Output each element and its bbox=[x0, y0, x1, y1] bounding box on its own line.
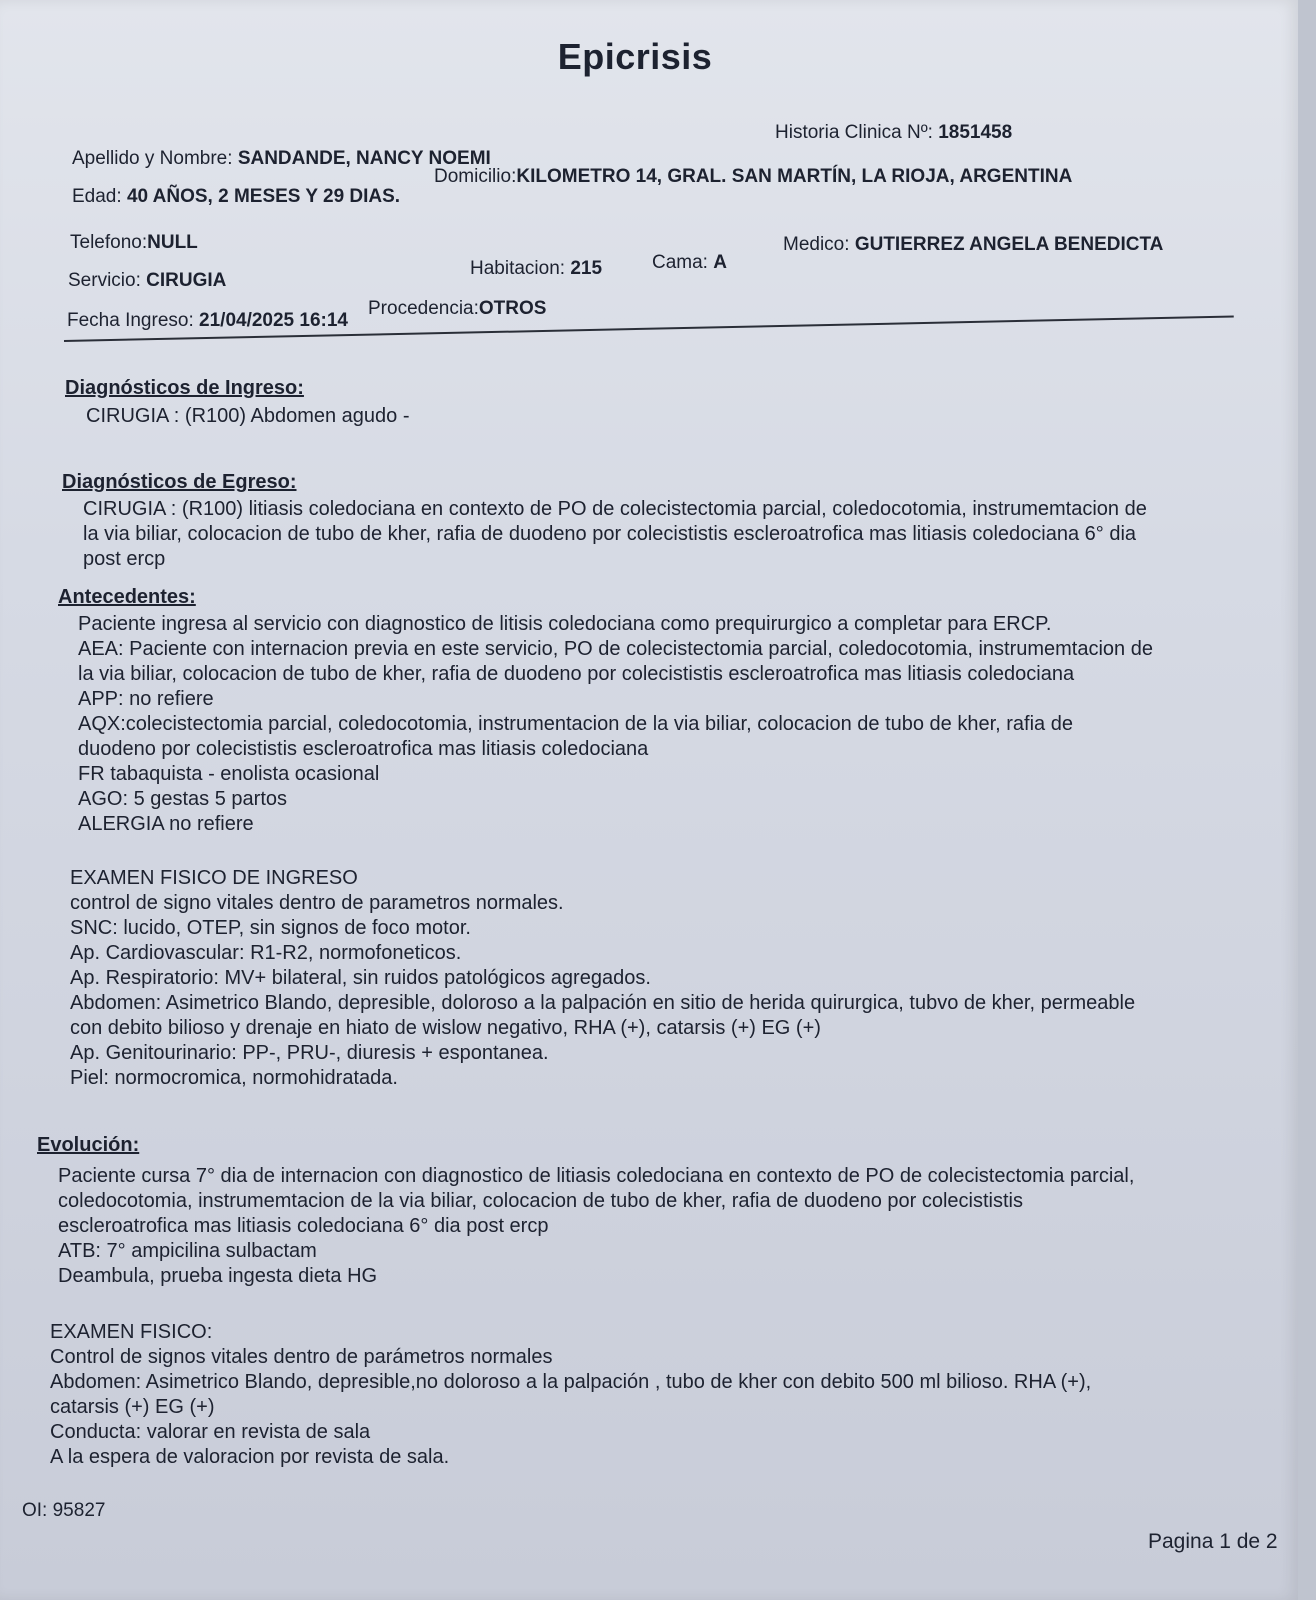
diag-ingreso-title: Diagnósticos de Ingreso: bbox=[65, 377, 304, 399]
nombre-value: SANDANDE, NANCY NOEMI bbox=[237, 148, 491, 169]
antecedentes-line: AQX:colecistectomia parcial, coledocotomia, instrumentacion de la via biliar, colocacion de tubo de kher, rafia de bbox=[78, 713, 1073, 735]
antecedentes-line: FR tabaquista - enolista ocasional bbox=[78, 763, 380, 785]
evolucion-line: Deambula, prueba ingesta dieta HG bbox=[58, 1265, 378, 1287]
medico-value: GUTIERREZ ANGELA BENEDICTA bbox=[854, 234, 1164, 255]
evolucion-line: Paciente cursa 7° dia de internacion con diagnostico de litiasis coledociana en contexto de PO de colecistectomia parcial, bbox=[58, 1165, 1135, 1187]
evolucion-line: escleroatrofica mas litiasis coledociana 6° dia post ercp bbox=[58, 1215, 549, 1237]
procedencia-value: OTROS bbox=[478, 298, 547, 319]
antecedentes-line: AEA: Paciente con internacion previa en este servicio, PO de colecistectomia parcial, coledocotomia, instrumemtacion de bbox=[78, 638, 1153, 660]
antecedentes-line: duodeno por colecististis escleroatrofica mas litiasis coledociana bbox=[78, 738, 649, 760]
evolucion-line: ATB: 7° ampicilina sulbactam bbox=[58, 1240, 317, 1262]
telefono-field bbox=[70, 232, 198, 254]
diag-egreso-line: la via biliar, colocacion de tubo de kher, rafia de duodeno por colecististis escleroatrofica mas litiasis coledociana 6° dia bbox=[83, 523, 1137, 545]
examen-fisico-body bbox=[50, 1320, 1091, 1470]
diag-egreso-line: CIRUGIA : (R100) litiasis coledociana en contexto de PO de colecistectomia parcial, coledocotomia, instrumemtacion de bbox=[83, 498, 1147, 520]
medico-field bbox=[783, 234, 1163, 256]
examen-ingreso-line: Piel: normocromica, normohidratada. bbox=[70, 1067, 398, 1089]
document-title: Epicrisis bbox=[557, 36, 713, 77]
ingreso-field bbox=[67, 310, 348, 332]
domicilio-value: KILOMETRO 14, GRAL. SAN MARTÍN, LA RIOJA, ARGENTINA bbox=[516, 166, 1073, 187]
examen-fisico-line: Conducta: valorar en revista de sala bbox=[50, 1421, 371, 1443]
nombre-field bbox=[72, 148, 491, 170]
habitacion-label: Habitacion: bbox=[470, 258, 566, 279]
procedencia-field bbox=[368, 298, 546, 320]
examen-fisico-line: catarsis (+) EG (+) bbox=[50, 1396, 215, 1418]
oi-number: OI: 95827 bbox=[22, 1500, 106, 1521]
ingreso-label: Fecha Ingreso: bbox=[67, 310, 194, 331]
antecedentes-line: ALERGIA no refiere bbox=[78, 813, 254, 835]
antecedentes-body bbox=[78, 612, 1153, 837]
page-edge bbox=[1298, 0, 1316, 1600]
examen-ingreso-line: control de signo vitales dentro de parametros normales. bbox=[70, 892, 564, 914]
historia-clinica-label: Historia Clinica Nº: bbox=[775, 122, 933, 143]
cama-label: Cama: bbox=[652, 252, 708, 273]
historia-clinica-field bbox=[775, 122, 1012, 144]
servicio-label: Servicio: bbox=[68, 270, 141, 291]
examen-ingreso-line: EXAMEN FISICO DE INGRESO bbox=[70, 867, 358, 889]
diag-ingreso-line: CIRUGIA : (R100) Abdomen agudo - bbox=[86, 405, 410, 427]
antecedentes-line: APP: no refiere bbox=[78, 688, 214, 710]
historia-clinica-value: 1851458 bbox=[938, 122, 1013, 143]
ingreso-value: 21/04/2025 16:14 bbox=[199, 310, 348, 331]
examen-ingreso-line: SNC: lucido, OTEP, sin signos de foco motor. bbox=[70, 917, 471, 939]
examen-ingreso-body bbox=[70, 866, 1135, 1091]
medico-label: Medico: bbox=[783, 234, 850, 255]
procedencia-label: Procedencia: bbox=[368, 298, 479, 319]
telefono-value: NULL bbox=[147, 232, 198, 253]
antecedentes-line: la via biliar, colocacion de tubo de kher, rafia de duodeno por colecististis escleroatrofica mas litiasis coledociana bbox=[78, 663, 1075, 685]
servicio-field bbox=[68, 270, 226, 292]
evolucion-title: Evolución: bbox=[37, 1134, 140, 1156]
diag-egreso-body bbox=[83, 497, 1147, 572]
edad-value: 40 AÑOS, 2 MESES Y 29 DIAS. bbox=[126, 186, 401, 207]
domicilio-label: Domicilio: bbox=[434, 166, 517, 187]
examen-fisico-line: Control de signos vitales dentro de parámetros normales bbox=[50, 1346, 553, 1368]
examen-ingreso-line: Ap. Cardiovascular: R1-R2, normofoneticos. bbox=[70, 942, 462, 964]
evolucion-body bbox=[58, 1164, 1134, 1289]
examen-ingreso-line: Ap. Respiratorio: MV+ bilateral, sin ruidos patológicos agregados. bbox=[70, 967, 651, 989]
examen-fisico-line: A la espera de valoracion por revista de sala. bbox=[50, 1446, 450, 1468]
cama-value: A bbox=[713, 252, 727, 273]
examen-fisico-line: EXAMEN FISICO: bbox=[50, 1321, 213, 1343]
habitacion-value: 215 bbox=[570, 258, 603, 279]
diag-egreso-line: post ercp bbox=[83, 548, 166, 570]
domicilio-field bbox=[434, 166, 1072, 188]
cama-field bbox=[652, 252, 727, 274]
edad-field bbox=[72, 186, 400, 208]
diag-egreso-title: Diagnósticos de Egreso: bbox=[62, 471, 297, 493]
examen-ingreso-line: Ap. Genitourinario: PP-, PRU-, diuresis + espontanea. bbox=[70, 1042, 549, 1064]
examen-ingreso-line: con debito bilioso y drenaje en hiato de wislow negativo, RHA (+), catarsis (+) EG (+) bbox=[70, 1017, 821, 1039]
habitacion-field bbox=[470, 258, 602, 280]
antecedentes-line: Paciente ingresa al servicio con diagnostico de litisis coledociana como prequirurgico a completar para ERCP. bbox=[78, 613, 1052, 635]
antecedentes-line: AGO: 5 gestas 5 partos bbox=[78, 788, 287, 810]
examen-fisico-line: Abdomen: Asimetrico Blando, depresible,no doloroso a la palpación , tubo de kher con debito 500 ml bilioso. RHA (+), bbox=[50, 1371, 1092, 1393]
servicio-value: CIRUGIA bbox=[146, 270, 227, 291]
nombre-label: Apellido y Nombre: bbox=[72, 148, 233, 169]
examen-ingreso-line: Abdomen: Asimetrico Blando, depresible, doloroso a la palpación en sitio de herida quirurgica, tubvo de kher, permeable bbox=[70, 992, 1136, 1014]
edad-label: Edad: bbox=[72, 186, 122, 207]
telefono-label: Telefono: bbox=[70, 232, 148, 253]
antecedentes-title: Antecedentes: bbox=[58, 586, 196, 608]
evolucion-line: coledocotomia, instrumemtacion de la via biliar, colocacion de tubo de kher, rafia de duodeno por colecististis bbox=[58, 1190, 1023, 1212]
diag-ingreso-body bbox=[86, 404, 410, 429]
page-number: Pagina 1 de 2 bbox=[1148, 1530, 1278, 1553]
